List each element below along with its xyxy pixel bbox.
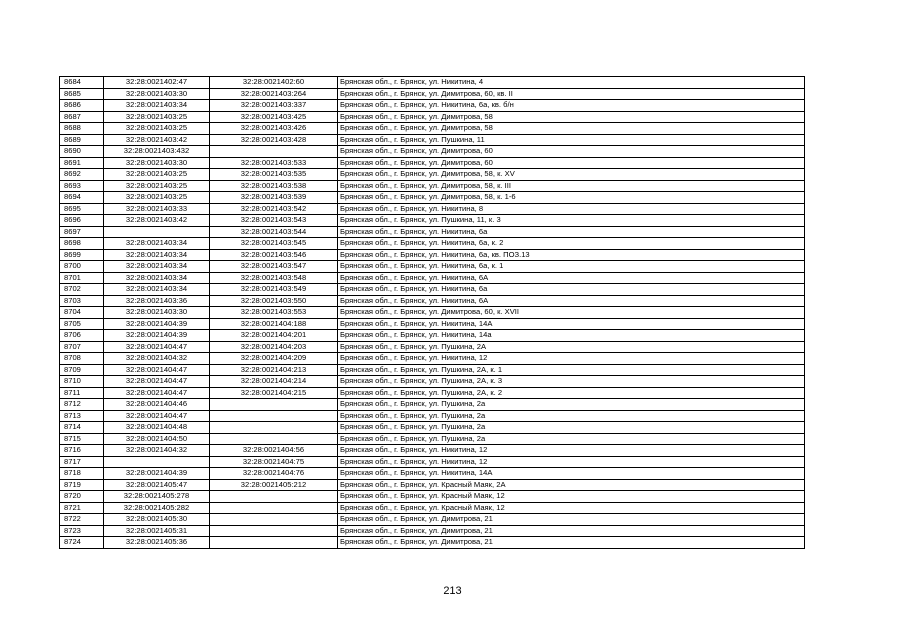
cadastral-registry-table xyxy=(59,76,805,549)
object-cadastral-number-cell: 32:28:0021404:201 xyxy=(210,330,338,342)
object-cadastral-number-cell xyxy=(210,433,338,445)
object-cadastral-number-cell xyxy=(210,410,338,422)
address-cell: Брянская обл., г. Брянск, ул. Пушкина, 2А, к. 3 xyxy=(338,376,805,388)
table-row xyxy=(60,468,805,480)
object-cadastral-number-cell: 32:28:0021403:544 xyxy=(210,226,338,238)
row-number-cell: 8688 xyxy=(60,123,104,135)
row-number-cell: 8696 xyxy=(60,215,104,227)
object-cadastral-number-cell: 32:28:0021405:212 xyxy=(210,479,338,491)
table-row xyxy=(60,422,805,434)
table-row xyxy=(60,192,805,204)
address-cell: Брянская обл., г. Брянск, ул. Димитрова, 58, к. III xyxy=(338,180,805,192)
address-cell: Брянская обл., г. Брянск, ул. Димитрова, 60 xyxy=(338,157,805,169)
object-cadastral-number-cell xyxy=(210,491,338,503)
land-cadastral-number-cell: 32:28:0021404:39 xyxy=(104,468,210,480)
object-cadastral-number-cell: 32:28:0021403:264 xyxy=(210,88,338,100)
address-cell: Брянская обл., г. Брянск, ул. Димитрова, 58, к. 1-6 xyxy=(338,192,805,204)
row-number-cell: 8716 xyxy=(60,445,104,457)
land-cadastral-number-cell: 32:28:0021403:25 xyxy=(104,111,210,123)
table-row xyxy=(60,525,805,537)
land-cadastral-number-cell: 32:28:0021403:34 xyxy=(104,272,210,284)
row-number-cell: 8685 xyxy=(60,88,104,100)
row-number-cell: 8724 xyxy=(60,537,104,549)
land-cadastral-number-cell: 32:28:0021404:50 xyxy=(104,433,210,445)
address-cell: Брянская обл., г. Брянск, ул. Димитрова, 60, к. XVII xyxy=(338,307,805,319)
object-cadastral-number-cell: 32:28:0021404:213 xyxy=(210,364,338,376)
object-cadastral-number-cell: 32:28:0021404:56 xyxy=(210,445,338,457)
object-cadastral-number-cell: 32:28:0021404:215 xyxy=(210,387,338,399)
address-cell: Брянская обл., г. Брянск, ул. Пушкина, 11 xyxy=(338,134,805,146)
row-number-cell: 8700 xyxy=(60,261,104,273)
table-row xyxy=(60,479,805,491)
row-number-cell: 8714 xyxy=(60,422,104,434)
land-cadastral-number-cell: 32:28:0021403:30 xyxy=(104,307,210,319)
object-cadastral-number-cell xyxy=(210,146,338,158)
table-row xyxy=(60,353,805,365)
table-row xyxy=(60,203,805,215)
land-cadastral-number-cell: 32:28:0021405:47 xyxy=(104,479,210,491)
row-number-cell: 8721 xyxy=(60,502,104,514)
table-row xyxy=(60,180,805,192)
land-cadastral-number-cell: 32:28:0021403:25 xyxy=(104,169,210,181)
address-cell: Брянская обл., г. Брянск, ул. Пушкина, 2а xyxy=(338,433,805,445)
address-cell: Брянская обл., г. Брянск, ул. Никитина, 14А xyxy=(338,468,805,480)
row-number-cell: 8708 xyxy=(60,353,104,365)
object-cadastral-number-cell: 32:28:0021403:542 xyxy=(210,203,338,215)
table-row xyxy=(60,100,805,112)
table-row xyxy=(60,537,805,549)
address-cell: Брянская обл., г. Брянск, ул. Димитрова, 21 xyxy=(338,525,805,537)
row-number-cell: 8695 xyxy=(60,203,104,215)
row-number-cell: 8698 xyxy=(60,238,104,250)
address-cell: Брянская обл., г. Брянск, ул. Никитина, 6А xyxy=(338,272,805,284)
address-cell: Брянская обл., г. Брянск, ул. Димитрова, 58 xyxy=(338,123,805,135)
row-number-cell: 8712 xyxy=(60,399,104,411)
row-number-cell: 8684 xyxy=(60,77,104,89)
object-cadastral-number-cell xyxy=(210,502,338,514)
table-row xyxy=(60,514,805,526)
address-cell: Брянская обл., г. Брянск, ул. Красный Маяк, 12 xyxy=(338,502,805,514)
object-cadastral-number-cell: 32:28:0021403:543 xyxy=(210,215,338,227)
table-row xyxy=(60,502,805,514)
address-cell: Брянская обл., г. Брянск, ул. Никитина, 4 xyxy=(338,77,805,89)
object-cadastral-number-cell: 32:28:0021404:76 xyxy=(210,468,338,480)
address-cell: Брянская обл., г. Брянск, ул. Димитрова, 21 xyxy=(338,514,805,526)
row-number-cell: 8686 xyxy=(60,100,104,112)
land-cadastral-number-cell: 32:28:0021403:42 xyxy=(104,215,210,227)
object-cadastral-number-cell xyxy=(210,525,338,537)
table-row xyxy=(60,134,805,146)
object-cadastral-number-cell: 32:28:0021403:553 xyxy=(210,307,338,319)
land-cadastral-number-cell: 32:28:0021405:36 xyxy=(104,537,210,549)
table-row xyxy=(60,111,805,123)
object-cadastral-number-cell: 32:28:0021403:337 xyxy=(210,100,338,112)
table-row xyxy=(60,456,805,468)
land-cadastral-number-cell: 32:28:0021405:282 xyxy=(104,502,210,514)
row-number-cell: 8720 xyxy=(60,491,104,503)
row-number-cell: 8707 xyxy=(60,341,104,353)
object-cadastral-number-cell: 32:28:0021404:75 xyxy=(210,456,338,468)
table-row xyxy=(60,226,805,238)
land-cadastral-number-cell: 32:28:0021403:34 xyxy=(104,284,210,296)
row-number-cell: 8723 xyxy=(60,525,104,537)
address-cell: Брянская обл., г. Брянск, ул. Пушкина, 2А, к. 1 xyxy=(338,364,805,376)
address-cell: Брянская обл., г. Брянск, ул. Никитина, 6а, кв. б/н xyxy=(338,100,805,112)
row-number-cell: 8699 xyxy=(60,249,104,261)
land-cadastral-number-cell: 32:28:0021403:34 xyxy=(104,238,210,250)
row-number-cell: 8687 xyxy=(60,111,104,123)
address-cell: Брянская обл., г. Брянск, ул. Никитина, 14а xyxy=(338,330,805,342)
land-cadastral-number-cell: 32:28:0021403:25 xyxy=(104,192,210,204)
object-cadastral-number-cell: 32:28:0021402:60 xyxy=(210,77,338,89)
table-row xyxy=(60,433,805,445)
object-cadastral-number-cell xyxy=(210,514,338,526)
land-cadastral-number-cell: 32:28:0021404:47 xyxy=(104,376,210,388)
address-cell: Брянская обл., г. Брянск, ул. Димитрова, 58, к. XV xyxy=(338,169,805,181)
row-number-cell: 8694 xyxy=(60,192,104,204)
object-cadastral-number-cell: 32:28:0021403:533 xyxy=(210,157,338,169)
table-row xyxy=(60,272,805,284)
address-cell: Брянская обл., г. Брянск, ул. Никитина, 12 xyxy=(338,445,805,457)
table-row xyxy=(60,249,805,261)
address-cell: Брянская обл., г. Брянск, ул. Никитина, 12 xyxy=(338,456,805,468)
address-cell: Брянская обл., г. Брянск, ул. Пушкина, 2А xyxy=(338,341,805,353)
land-cadastral-number-cell: 32:28:0021404:47 xyxy=(104,387,210,399)
land-cadastral-number-cell: 32:28:0021403:34 xyxy=(104,249,210,261)
address-cell: Брянская обл., г. Брянск, ул. Пушкина, 2а xyxy=(338,422,805,434)
row-number-cell: 8713 xyxy=(60,410,104,422)
address-cell: Брянская обл., г. Брянск, ул. Никитина, 6А xyxy=(338,295,805,307)
address-cell: Брянская обл., г. Брянск, ул. Никитина, 6а xyxy=(338,226,805,238)
address-cell: Брянская обл., г. Брянск, ул. Красный Маяк, 12 xyxy=(338,491,805,503)
land-cadastral-number-cell: 32:28:0021403:25 xyxy=(104,123,210,135)
object-cadastral-number-cell: 32:28:0021404:209 xyxy=(210,353,338,365)
table-row xyxy=(60,215,805,227)
object-cadastral-number-cell: 32:28:0021404:188 xyxy=(210,318,338,330)
table-row xyxy=(60,123,805,135)
table-row xyxy=(60,157,805,169)
address-cell: Брянская обл., г. Брянск, ул. Димитрова, 58 xyxy=(338,111,805,123)
address-cell: Брянская обл., г. Брянск, ул. Димитрова, 21 xyxy=(338,537,805,549)
address-cell: Брянская обл., г. Брянск, ул. Димитрова, 60 xyxy=(338,146,805,158)
row-number-cell: 8706 xyxy=(60,330,104,342)
address-cell: Брянская обл., г. Брянск, ул. Пушкина, 2а xyxy=(338,410,805,422)
table-row xyxy=(60,376,805,388)
address-cell: Брянская обл., г. Брянск, ул. Красный Маяк, 2А xyxy=(338,479,805,491)
object-cadastral-number-cell xyxy=(210,537,338,549)
table-row xyxy=(60,238,805,250)
address-cell: Брянская обл., г. Брянск, ул. Никитина, 6а, кв. ПОЗ.13 xyxy=(338,249,805,261)
table-row xyxy=(60,491,805,503)
row-number-cell: 8705 xyxy=(60,318,104,330)
object-cadastral-number-cell: 32:28:0021403:426 xyxy=(210,123,338,135)
address-cell: Брянская обл., г. Брянск, ул. Пушкина, 2а xyxy=(338,399,805,411)
table-row xyxy=(60,318,805,330)
land-cadastral-number-cell: 32:28:0021405:31 xyxy=(104,525,210,537)
land-cadastral-number-cell: 32:28:0021404:32 xyxy=(104,445,210,457)
land-cadastral-number-cell: 32:28:0021403:34 xyxy=(104,261,210,273)
land-cadastral-number-cell xyxy=(104,456,210,468)
land-cadastral-number-cell: 32:28:0021404:46 xyxy=(104,399,210,411)
row-number-cell: 8715 xyxy=(60,433,104,445)
land-cadastral-number-cell: 32:28:0021403:33 xyxy=(104,203,210,215)
land-cadastral-number-cell xyxy=(104,226,210,238)
table-row xyxy=(60,330,805,342)
row-number-cell: 8722 xyxy=(60,514,104,526)
object-cadastral-number-cell xyxy=(210,422,338,434)
land-cadastral-number-cell: 32:28:0021403:25 xyxy=(104,180,210,192)
row-number-cell: 8710 xyxy=(60,376,104,388)
row-number-cell: 8697 xyxy=(60,226,104,238)
object-cadastral-number-cell: 32:28:0021403:550 xyxy=(210,295,338,307)
object-cadastral-number-cell: 32:28:0021403:535 xyxy=(210,169,338,181)
registry-table-body xyxy=(60,77,805,549)
table-row xyxy=(60,146,805,158)
row-number-cell: 8690 xyxy=(60,146,104,158)
object-cadastral-number-cell: 32:28:0021403:546 xyxy=(210,249,338,261)
object-cadastral-number-cell: 32:28:0021403:549 xyxy=(210,284,338,296)
table-row xyxy=(60,307,805,319)
row-number-cell: 8711 xyxy=(60,387,104,399)
land-cadastral-number-cell: 32:28:0021404:39 xyxy=(104,318,210,330)
address-cell: Брянская обл., г. Брянск, ул. Пушкина, 11, к. 3 xyxy=(338,215,805,227)
address-cell: Брянская обл., г. Брянск, ул. Никитина, 8 xyxy=(338,203,805,215)
land-cadastral-number-cell: 32:28:0021403:30 xyxy=(104,88,210,100)
table-row xyxy=(60,169,805,181)
object-cadastral-number-cell xyxy=(210,399,338,411)
row-number-cell: 8691 xyxy=(60,157,104,169)
table-row xyxy=(60,387,805,399)
object-cadastral-number-cell: 32:28:0021403:545 xyxy=(210,238,338,250)
table-row xyxy=(60,261,805,273)
row-number-cell: 8717 xyxy=(60,456,104,468)
land-cadastral-number-cell: 32:28:0021404:48 xyxy=(104,422,210,434)
object-cadastral-number-cell: 32:28:0021404:214 xyxy=(210,376,338,388)
table-row xyxy=(60,399,805,411)
page-number: 213 xyxy=(443,585,462,597)
land-cadastral-number-cell: 32:28:0021404:47 xyxy=(104,410,210,422)
row-number-cell: 8689 xyxy=(60,134,104,146)
table-row xyxy=(60,77,805,89)
table-row xyxy=(60,364,805,376)
land-cadastral-number-cell: 32:28:0021404:47 xyxy=(104,341,210,353)
table-row xyxy=(60,295,805,307)
row-number-cell: 8719 xyxy=(60,479,104,491)
land-cadastral-number-cell: 32:28:0021404:47 xyxy=(104,364,210,376)
table-row xyxy=(60,445,805,457)
object-cadastral-number-cell: 32:28:0021403:425 xyxy=(210,111,338,123)
object-cadastral-number-cell: 32:28:0021403:538 xyxy=(210,180,338,192)
address-cell: Брянская обл., г. Брянск, ул. Никитина, 6а, к. 2 xyxy=(338,238,805,250)
table-row xyxy=(60,284,805,296)
land-cadastral-number-cell: 32:28:0021403:34 xyxy=(104,100,210,112)
row-number-cell: 8703 xyxy=(60,295,104,307)
address-cell: Брянская обл., г. Брянск, ул. Никитина, 12 xyxy=(338,353,805,365)
row-number-cell: 8692 xyxy=(60,169,104,181)
row-number-cell: 8693 xyxy=(60,180,104,192)
table-row xyxy=(60,341,805,353)
object-cadastral-number-cell: 32:28:0021404:203 xyxy=(210,341,338,353)
object-cadastral-number-cell: 32:28:0021403:548 xyxy=(210,272,338,284)
land-cadastral-number-cell: 32:28:0021404:32 xyxy=(104,353,210,365)
address-cell: Брянская обл., г. Брянск, ул. Никитина, 14А xyxy=(338,318,805,330)
land-cadastral-number-cell: 32:28:0021403:432 xyxy=(104,146,210,158)
land-cadastral-number-cell: 32:28:0021404:39 xyxy=(104,330,210,342)
row-number-cell: 8701 xyxy=(60,272,104,284)
land-cadastral-number-cell: 32:28:0021402:47 xyxy=(104,77,210,89)
row-number-cell: 8702 xyxy=(60,284,104,296)
object-cadastral-number-cell: 32:28:0021403:428 xyxy=(210,134,338,146)
land-cadastral-number-cell: 32:28:0021403:30 xyxy=(104,157,210,169)
object-cadastral-number-cell: 32:28:0021403:547 xyxy=(210,261,338,273)
row-number-cell: 8704 xyxy=(60,307,104,319)
row-number-cell: 8718 xyxy=(60,468,104,480)
address-cell: Брянская обл., г. Брянск, ул. Никитина, 6а, к. 1 xyxy=(338,261,805,273)
row-number-cell: 8709 xyxy=(60,364,104,376)
land-cadastral-number-cell: 32:28:0021405:30 xyxy=(104,514,210,526)
table-row xyxy=(60,88,805,100)
land-cadastral-number-cell: 32:28:0021403:36 xyxy=(104,295,210,307)
land-cadastral-number-cell: 32:28:0021405:278 xyxy=(104,491,210,503)
land-cadastral-number-cell: 32:28:0021403:42 xyxy=(104,134,210,146)
address-cell: Брянская обл., г. Брянск, ул. Димитрова, 60, кв. II xyxy=(338,88,805,100)
object-cadastral-number-cell: 32:28:0021403:539 xyxy=(210,192,338,204)
address-cell: Брянская обл., г. Брянск, ул. Никитина, 6а xyxy=(338,284,805,296)
table-row xyxy=(60,410,805,422)
address-cell: Брянская обл., г. Брянск, ул. Пушкина, 2А, к. 2 xyxy=(338,387,805,399)
